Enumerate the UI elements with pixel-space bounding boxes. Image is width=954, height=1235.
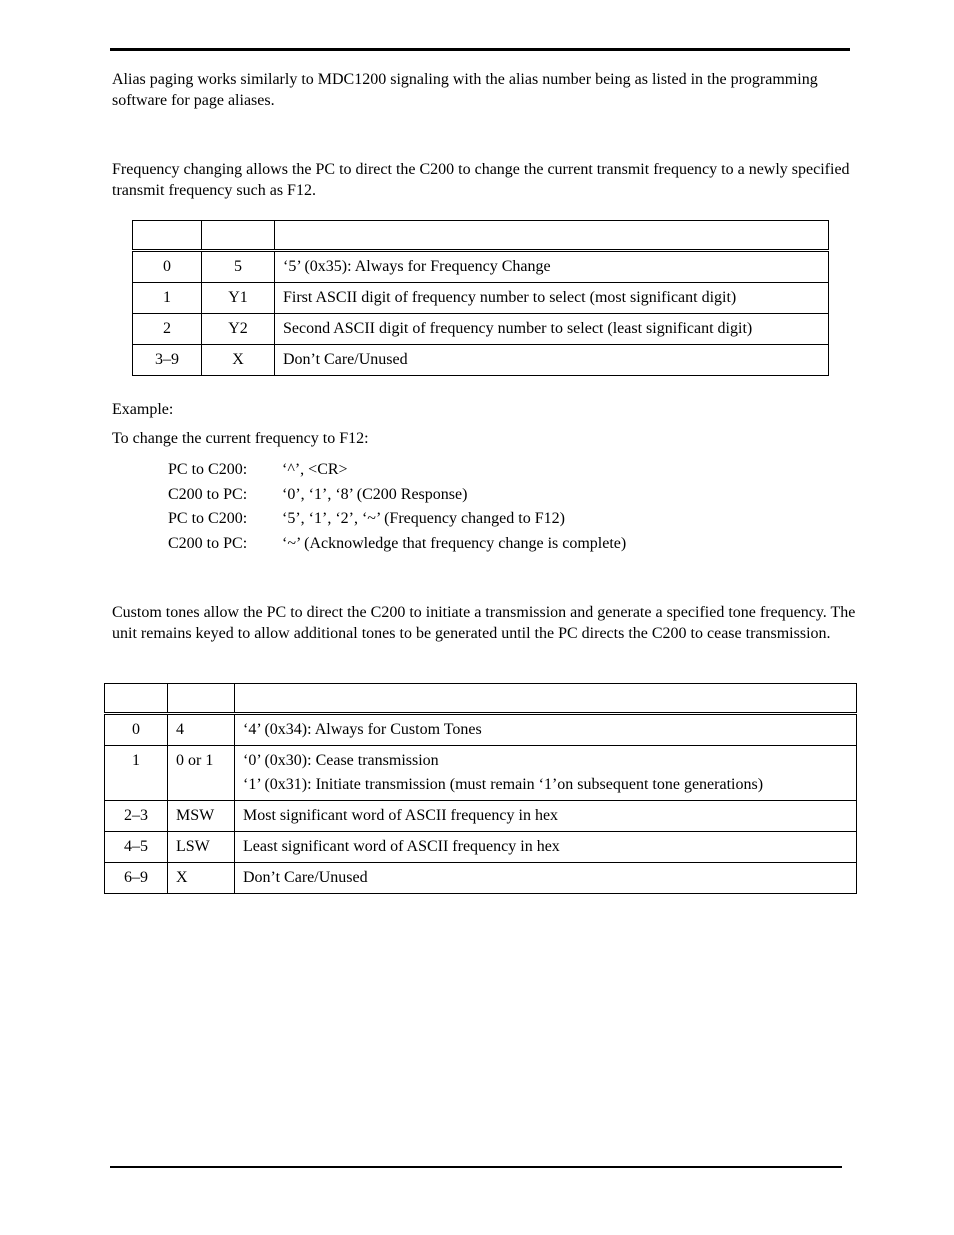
step-message: ‘~’ (Acknowledge that frequency change is complete) bbox=[282, 535, 627, 552]
value-cell: 4 bbox=[168, 714, 235, 746]
custom-tones-table bbox=[104, 683, 857, 894]
description-cell: ‘4’ (0x34): Always for Custom Tones bbox=[235, 714, 857, 746]
description-line: ‘0’ (0x30): Cease transmission bbox=[243, 752, 439, 769]
byte-cell: 0 bbox=[133, 251, 202, 283]
example-step bbox=[168, 482, 467, 507]
byte-cell: 0 bbox=[105, 714, 168, 746]
step-message: ‘5’, ‘1’, ‘2’, ‘~’ (Frequency changed to F12) bbox=[282, 510, 565, 527]
description-cell: Don’t Care/Unused bbox=[235, 863, 857, 894]
description-cell: ‘5’ (0x35): Always for Frequency Change bbox=[275, 251, 829, 283]
table-row bbox=[133, 314, 829, 345]
description-cell bbox=[235, 746, 857, 801]
description-cell: First ASCII digit of frequency number to select (most significant digit) bbox=[275, 283, 829, 314]
step-direction: PC to C200: bbox=[168, 461, 248, 478]
table-header-row bbox=[105, 684, 857, 714]
table-row bbox=[105, 801, 857, 832]
description-cell: Second ASCII digit of frequency number to select (least significant digit) bbox=[275, 314, 829, 345]
byte-cell: 2–3 bbox=[105, 801, 168, 832]
example-intro: To change the current frequency to F12: bbox=[112, 430, 369, 447]
table-row bbox=[105, 863, 857, 894]
example-step bbox=[168, 506, 565, 531]
example-step bbox=[168, 457, 348, 482]
table-row bbox=[133, 283, 829, 314]
value-cell: X bbox=[202, 345, 275, 376]
value-cell: Y2 bbox=[202, 314, 275, 345]
example-step bbox=[168, 531, 626, 556]
step-direction: PC to C200: bbox=[168, 510, 248, 527]
step-direction: C200 to PC: bbox=[168, 535, 248, 552]
step-direction: C200 to PC: bbox=[168, 486, 248, 503]
frequency-change-paragraph: Frequency changing allows the PC to direct the C200 to change the current transmit frequency to a newly specified transmit frequency such as F12. bbox=[112, 161, 850, 199]
byte-cell: 1 bbox=[105, 746, 168, 801]
byte-cell: 2 bbox=[133, 314, 202, 345]
byte-cell: 6–9 bbox=[105, 863, 168, 894]
example-label: Example: bbox=[112, 401, 174, 418]
value-cell: MSW bbox=[168, 801, 235, 832]
header-rule bbox=[110, 48, 850, 51]
description-cell: Most significant word of ASCII frequency in hex bbox=[235, 801, 857, 832]
step-message: ‘0’, ‘1’, ‘8’ (C200 Response) bbox=[282, 486, 468, 503]
description-cell: Don’t Care/Unused bbox=[275, 345, 829, 376]
table-row bbox=[133, 251, 829, 283]
description-cell: Least significant word of ASCII frequency in hex bbox=[235, 832, 857, 863]
custom-tones-paragraph: Custom tones allow the PC to direct the C200 to initiate a transmission and generate a specified tone frequency. The unit remains keyed to allow additional tones to be generated until the PC directs the C200 to cease transmission. bbox=[112, 604, 856, 642]
table-row bbox=[105, 714, 857, 746]
description-line: ‘1’ (0x31): Initiate transmission (must remain ‘1’on subsequent tone generations) bbox=[243, 776, 764, 793]
frequency-change-table bbox=[132, 220, 829, 376]
value-cell: Y1 bbox=[202, 283, 275, 314]
value-cell: LSW bbox=[168, 832, 235, 863]
table-row bbox=[133, 345, 829, 376]
table-row bbox=[105, 746, 857, 801]
byte-cell: 3–9 bbox=[133, 345, 202, 376]
value-cell: 5 bbox=[202, 251, 275, 283]
footer-rule bbox=[110, 1166, 842, 1168]
table-row bbox=[105, 832, 857, 863]
alias-paging-paragraph: Alias paging works similarly to MDC1200 signaling with the alias number being as listed in the programming software for page aliases. bbox=[112, 71, 818, 109]
byte-cell: 1 bbox=[133, 283, 202, 314]
byte-cell: 4–5 bbox=[105, 832, 168, 863]
step-message: ‘^’, <CR> bbox=[282, 461, 348, 478]
table-header-row bbox=[133, 221, 829, 251]
value-cell: 0 or 1 bbox=[168, 746, 235, 801]
value-cell: X bbox=[168, 863, 235, 894]
